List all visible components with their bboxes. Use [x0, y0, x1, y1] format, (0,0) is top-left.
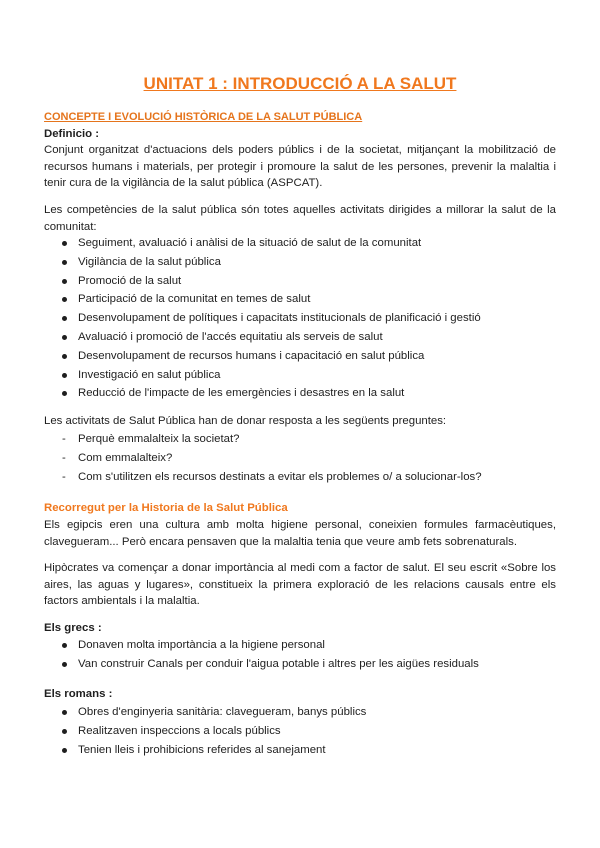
list-item: - Com s'utilitzen els recursos destinats a evitar els problemes o/ a solucionar-los? — [44, 468, 556, 487]
list-item: Donaven molta importància a la higiene personal — [44, 636, 556, 655]
greeks-list — [44, 636, 556, 674]
section-title: CONCEPTE I EVOLUCIÓ HISTÒRICA DE LA SALUT PÚBLICA — [44, 111, 363, 123]
definition-text: Conjunt organitzat d'actuacions dels poders públics i de la societat, mitjançant la mobilització de recursos humans i materials, per protegir i promoure la salut de les persones, prevenir la malaltia i tenir cura de la vigilància de la salut pública (ASPCAT). — [44, 144, 556, 189]
list-item: Desenvolupament de recursos humans i capacitació en salut pública — [44, 347, 556, 366]
definition-heading: Definicio : — [44, 128, 100, 140]
romans-list — [44, 703, 556, 759]
competences-list — [44, 234, 556, 403]
romans-heading: Els romans : — [44, 688, 113, 700]
list-item: Van construir Canals per conduir l'aigua potable i altres per les aigües residuals — [44, 655, 556, 674]
list-item: Vigilància de la salut pública — [44, 253, 556, 272]
greeks-heading: Els grecs : — [44, 622, 102, 634]
list-item: Reducció de l'impacte de les emergències i desastres en la salut — [44, 384, 556, 403]
list-item: - Com emmalalteix? — [44, 449, 556, 468]
competences-intro: Les competències de la salut pública són totes aquelles activitats dirigides a millorar la salut de la comunitat: — [44, 204, 556, 233]
history-paragraph-2: Hipòcrates va començar a donar importància al medi com a factor de salut. El seu escrit «Sobre los aires, las aguas y lugares», constitueix la primera exploració de les relacions causals entre els factors ambientals i la malaltia. — [44, 562, 556, 607]
list-item: Obres d'enginyeria sanitària: clavegueram, banys públics — [44, 703, 556, 722]
list-item: Investigació en salut pública — [44, 366, 556, 385]
questions-list — [44, 430, 556, 486]
history-heading: Recorregut per la Historia de la Salut Pública — [44, 502, 288, 514]
list-item: - Perquè emmalalteix la societat? — [44, 430, 556, 449]
page-title: UNITAT 1 : INTRODUCCIÓ A LA SALUT — [143, 74, 457, 93]
list-item: Realitzaven inspeccions a locals públics — [44, 722, 556, 741]
list-item: Promoció de la salut — [44, 272, 556, 291]
list-item: Desenvolupament de polítiques i capacitats institucionals de planificació i gestió — [44, 309, 556, 328]
history-paragraph-1: Els egipcis eren una cultura amb molta higiene personal, coneixien formules farmacèutiques, clavegueram... Però encara pensaven que la malaltia tenia que veure amb fets sobrenaturals. — [44, 519, 556, 548]
list-item: Participació de la comunitat en temes de salut — [44, 290, 556, 309]
questions-intro: Les activitats de Salut Pública han de donar resposta a les següents preguntes: — [44, 415, 447, 427]
list-item: Tenien lleis i prohibicions referides al sanejament — [44, 741, 556, 760]
list-item: Seguiment, avaluació i anàlisi de la situació de salut de la comunitat — [44, 234, 556, 253]
list-item: Avaluació i promoció de l'accés equitatiu als serveis de salut — [44, 328, 556, 347]
